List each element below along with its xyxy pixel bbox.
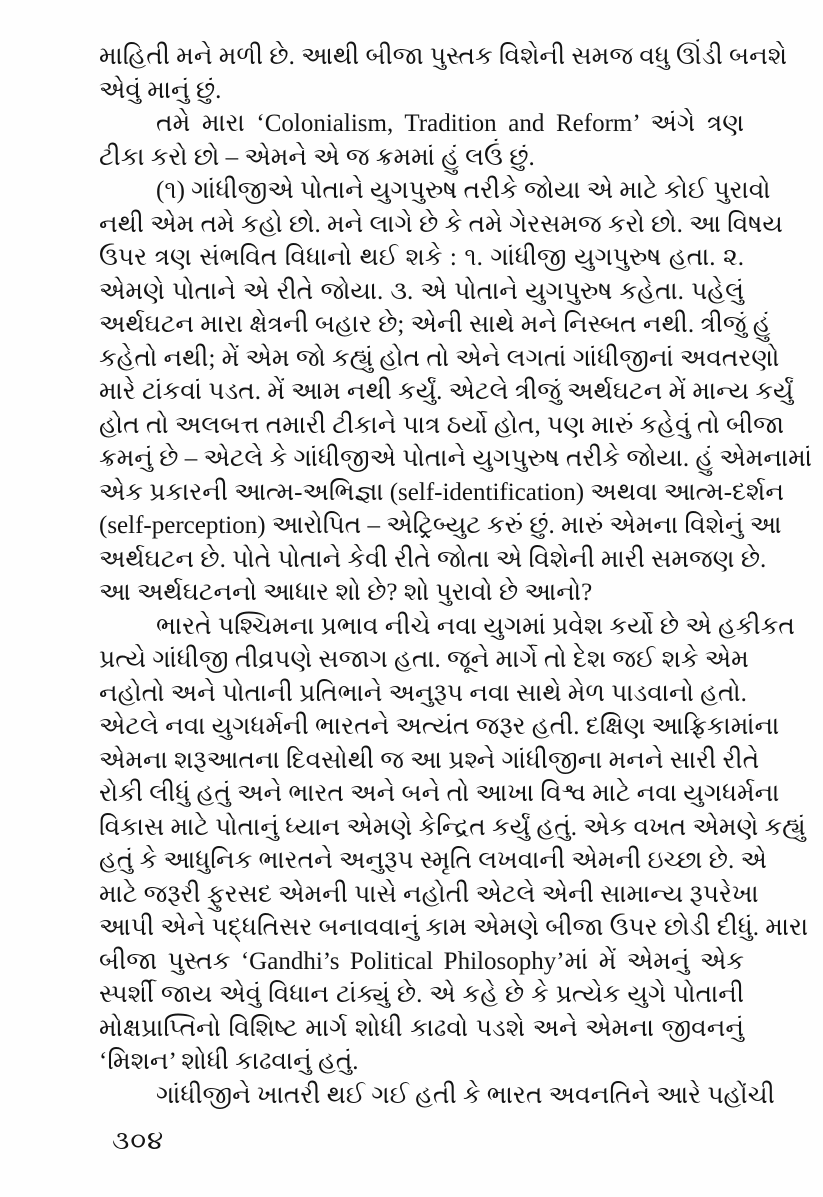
text-line: ભારતે પશ્ચિમના પ્રભાવ નીચે નવા યુગમાં પ્રવેશ કર્યો છે એ હકીકત [156,612,795,640]
text-line: આ અર્થઘટનનો આધાર શો છે? શો પુરાવો છે આનો? [99,579,593,606]
text-line: એમણે પોતાને એ રીતે જોયા. ૩. એ પોતાને યુગપુરુષ કહેતા. પહેલું [99,277,744,305]
text-line: વિકાસ માટે પોતાનું ધ્યાન એમણે કેન્દ્રિત કર્યું હતું. એક વખત એમણે કહ્યું [99,813,806,841]
text-line: કહેતો નથી; મેં એમ જો કહ્યું હોત તો એને લગતાં ગાંધીજીનાં અવતરણો [99,344,780,372]
text-line: મોક્ષપ્રાપ્તિનો વિશિષ્ટ માર્ગ શોધી કાઢવો પડશે અને એમના જીવનનું [99,1014,744,1042]
text-line: ઉપર ત્રણ સંભવિત વિધાનો થઈ શકે : ૧. ગાંધીજી યુગપુરુષ હતા. ૨. [99,244,744,271]
text-line: નથી એમ તમે કહો છો. મને લાગે છે કે તમે ગેરસમજ કરો છો. આ વિષય [99,210,783,238]
text-line: એક પ્રકારની આત્મ-અભિજ્ઞા (self-identification) અથવા આત્મ-દર્શન [99,478,784,506]
text-line: નહોતો અને પોતાની પ્રતિભાને અનુરૂપ નવા સાથે મેળ પાડવાનો હતો. [99,679,747,707]
text-line: સ્પર્શી જાય એવું વિધાન ટાંક્યું છે. એ કહે છે કે પ્રત્યેક યુગે પોતાની [99,981,744,1008]
text-line: અર્થઘટન મારા ક્ષેત્રની બહાર છે; એની સાથે મને નિસ્બત નથી. ત્રીજું હું [99,311,771,338]
text-line: માટે જરૂરી ફુરસદ એમની પાસે નહોતી એટલે એની સામાન્ય રૂપરેખા [99,880,759,908]
text-line: રોકી લીધું હતું અને ભારત અને બને તો આખા વિશ્વ માટે નવા યુગધર્મના [99,780,780,807]
text-line: ‘મિશન’ શોધી કાઢવાનું હતું. [99,1048,359,1075]
page-text [99,40,812,1112]
text-line: હતું કે આધુનિક ભારતને અનુરૂપ સ્મૃતિ લખવાની એમની ઇચ્છા છે. એ [99,847,767,874]
text-line: મારે ટાંકવાં પડત. મેં આમ નથી કર્યું. એટલે ત્રીજું અર્થઘટન મેં માન્ય કર્યું [99,378,794,405]
text-line: આપી એને પદ્ધતિસર બનાવવાનું કામ એમણે બીજા ઉપર છોડી દીધું. મારા [99,914,809,941]
text-line: એવું માનું છું. [99,76,222,104]
text-line: એટલે નવા યુગધર્મની ભારતને અત્યંત જરૂર હતી. દક્ષિણ આફ્રિકામાંના [99,713,780,740]
text-line: પ્રત્યે ગાંધીજી તીવ્રપણે સજાગ હતા. જૂને માર્ગે તો દેશ જઈ શકે એમ [99,646,749,673]
text-line: ટીકા કરો છો – એમને એ જ ક્રમમાં હું લઉં છું. [99,143,535,171]
text-line: એમના શરૂઆતના દિવસોથી જ આ પ્રશ્ને ગાંધીજીના મનને સારી રીતે [99,746,760,774]
text-line: (self-perception) આરોપિત – એટ્રિબ્યુટ કરું છું. મારું એમના વિશેનું આ [99,512,782,539]
text-line: બીજા પુસ્તક ‘Gandhi’s Political Philosophy’માં મેં એમનું એક [99,947,744,975]
text-line: માહિતી મને મળી છે. આથી બીજા પુસ્તક વિશેની સમજ વધુ ઊંડી બનશે [99,43,788,70]
page-number: ૩૦૪ [112,1126,165,1155]
text-line: ક્રમનું છે – એટલે કે ગાંધીજીએ પોતાને યુગપુરુષ તરીકે જોયા. હું એમનામાં [99,445,812,472]
text-line: અર્થઘટન છે. પોતે પોતાને કેવી રીતે જોતા એ વિશેની મારી સમજણ છે. [99,545,767,573]
text-line: હોત તો અલબત્ત તમારી ટીકાને પાત્ર ઠર્યો હોત, પણ મારું કહેવું તો બીજા [99,411,785,439]
text-line: તમે મારા ‘Colonialism, Tradition and Reform’ અંગે ત્રણ [156,110,744,137]
text-line: (૧) ગાંધીજીએ પોતાને યુગપુરુષ તરીકે જોયા એ માટે કોઈ પુરાવો [156,177,771,204]
text-line: ગાંધીજીને ખાતરી થઈ ગઈ હતી કે ભારત અવનતિને આરે પહોંચી [156,1081,775,1109]
